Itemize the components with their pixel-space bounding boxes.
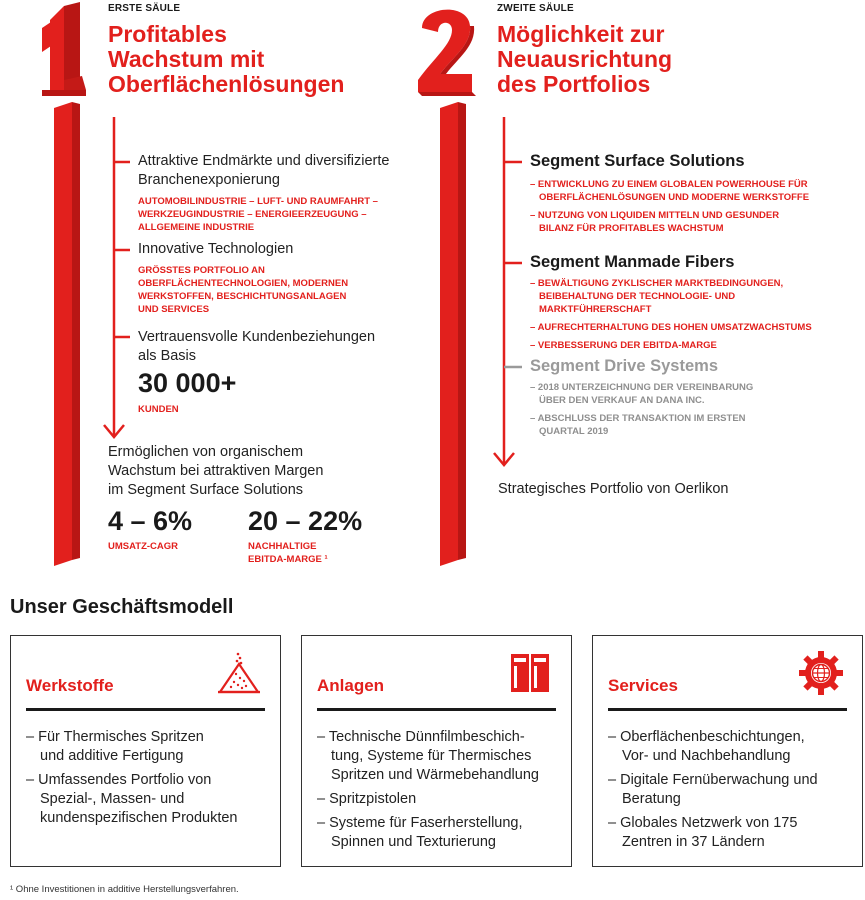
pillar-1-arrow [100,115,140,445]
pillar-1-item-2-details: GRÖSSTES PORTFOLIO AN OBERFLÄCHENTECHNOLOGIEN, MODERNEN WERKSTOFFEN, BESCHICHTUNGSANLAGEN UND SERVICES [138,265,349,315]
segment-drive-systems-items: – 2018 UNTERZEICHNUNG DER VEREINBARUNG ÜBER DEN VERKAUF AN DANA INC. – ABSCHLUSS DER TRANSAKTION IM ERSTEN QUARTAL 2019 [530,382,754,437]
pillar-1-item-2: Innovative Technologien [138,241,294,257]
gear-globe-icon [798,650,844,696]
kpi-ebitda-margin-label: NACHHALTIGE EBITDA-MARGE ¹ [248,541,328,565]
box-equipment [301,635,572,867]
segment-drive-systems-title: Segment Drive Systems [530,357,719,375]
customers-count: 30 000+ [138,368,237,398]
number-two-icon [418,10,476,96]
pillar-2-title: Möglichkeit zur Neuausrichtung des Portfolios [497,21,673,97]
list-item: – Umfassendes Portfolio von Spezial-, Massen- und kundenspezifischen Produkten [26,772,238,826]
footnote: ¹ Ohne Investitionen in additive Herstellungsverfahren. [10,884,239,895]
pillar-1-graphic [40,0,90,575]
list-item: – Systeme für Faserherstellung, Spinnen und Texturierung [317,815,523,850]
box-equipment-list [317,728,563,857]
number-one-icon [42,2,86,96]
list-item: – Spritzpistolen [317,791,417,807]
pillar-2-result: Strategisches Portfolio von Oerlikon [498,481,729,497]
box-equipment-title: Anlagen [317,676,385,695]
powder-pile-icon [216,650,262,696]
box-services-list [608,728,854,857]
box-materials [10,635,281,867]
list-item: – Technische Dünnfilmbeschich- tung, Systeme für Thermisches Spritzen und Wärmebehandlung [317,729,539,783]
pillar-1-title: Profitables Wachstum mit Oberflächenlösungen [108,21,345,97]
box-materials-rule [26,708,265,711]
list-item: – Oberflächenbeschichtungen, Vor- und Nachbehandlung [608,729,805,764]
box-services-title: Services [608,676,678,695]
pillar-2-arrow [490,115,530,470]
box-services [592,635,863,867]
pillar-1-item-1: Attraktive Endmärkte und diversifizierte Branchenexponierung [138,153,390,188]
box-services-rule [608,708,847,711]
customers-label: KUNDEN [138,404,179,415]
pillar-1-column [54,102,72,566]
box-equipment-rule [317,708,556,711]
pillar-2-kicker: ZWEITE SÄULE [497,3,574,14]
kpi-ebitda-margin-value: 20 – 22% [248,506,363,536]
segment-surface-solutions-items: – ENTWICKLUNG ZU EINEM GLOBALEN POWERHOUSE FÜR OBERFLÄCHENLÖSUNGEN UND MODERNE WERKSTOFFE – NUTZUNG VON LIQUIDEN MITTELN UND GESUNDER BILANZ FÜR PROFITABLES WACHSTUM [530,179,810,234]
list-item: – Globales Netzwerk von 175 Zentren in 37 Ländern [608,815,798,850]
list-item: – Digitale Fernüberwachung und Beratung [608,772,818,807]
pillar-1-kicker: ERSTE SÄULE [108,3,181,14]
pillar-1-item-3: Vertrauensvolle Kundenbeziehungen als Basis [138,329,376,364]
box-materials-list [26,728,272,833]
segment-surface-solutions-title: Segment Surface Solutions [530,152,745,170]
segment-manmade-fibers-title: Segment Manmade Fibers [530,253,735,271]
pillar-2-graphic [412,0,482,575]
pillar-2-column [440,102,458,566]
kpi-sales-cagr-label: UMSATZ-CAGR [108,541,179,552]
segment-manmade-fibers-items: – BEWÄLTIGUNG ZYKLISCHER MARKTBEDINGUNGEN, BEIBEHALTUNG DER TECHNOLOGIE- UND MARKTFÜHRERSCHAFT – AUFRECHTERHALTUNG DES HOHEN UMSATZWACHSTUMS – VERBESSERUNG DER EBITDA-MARGE [530,278,812,351]
pillar-1-item-1-details: AUTOMOBILINDUSTRIE – LUFT- UND RAUMFAHRT – WERKZEUGINDUSTRIE – ENERGIEERZEUGUNG – ALLGEMEINE INDUSTRIE [138,196,378,233]
list-item: – Für Thermisches Spritzen und additive Fertigung [26,729,204,764]
kpi-sales-cagr-value: 4 – 6% [108,506,193,536]
equipment-cabinet-icon [507,650,553,696]
pillar-1-result: Ermöglichen von organischem Wachstum bei attraktiven Margen im Segment Surface Solutions [108,444,324,498]
business-model-heading: Unser Geschäftsmodell [10,596,234,618]
box-materials-title: Werkstoffe [26,676,114,695]
